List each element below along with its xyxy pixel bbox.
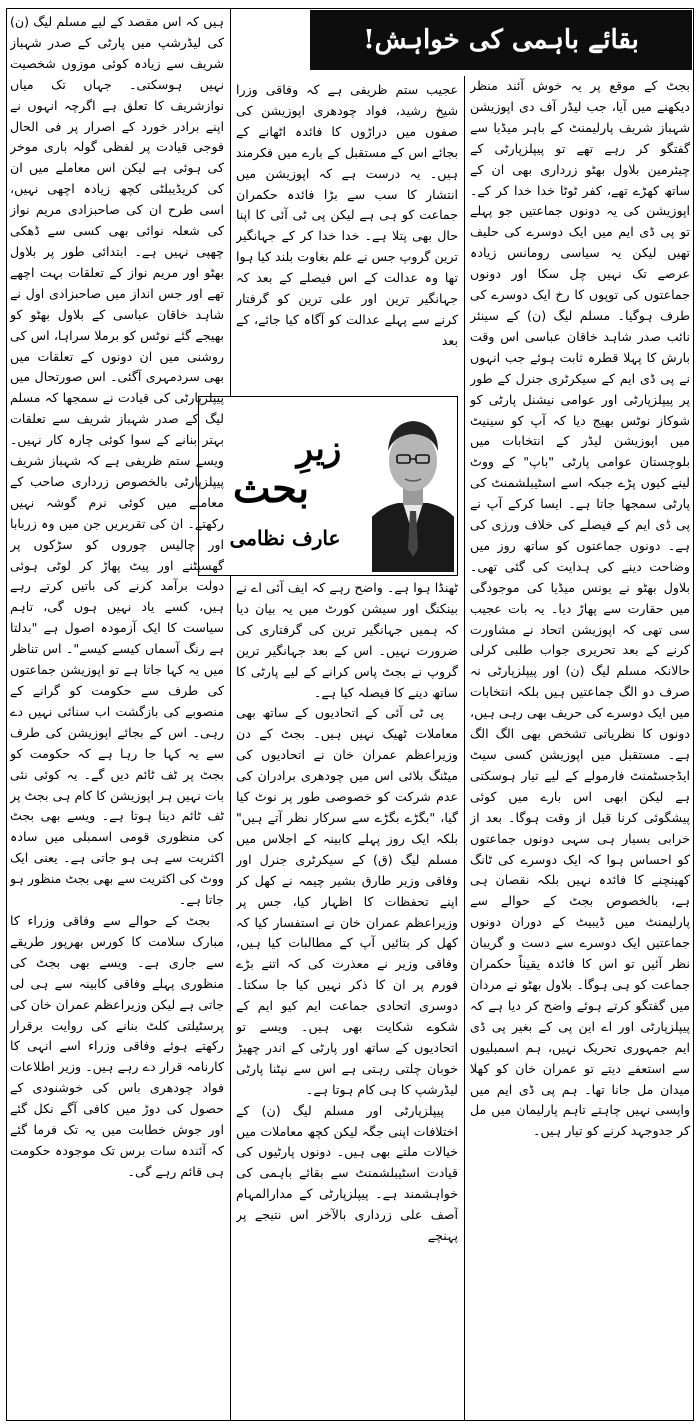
paragraph: ہیں کہ اس مقصد کے لیے مسلم لیگ (ن) کی لیڈرشپ میں پارٹی کے صدر شہباز شریف سے زیادہ کوئی موزوں شخصیت نہیں ہوسکتی۔ جہاں تک میاں نوازشریف کا تعلق ہے اگرچہ انہوں نے اپنے برادر خورد کے اصرار پر فی الحال فوجی قیادت پر لفظی گولہ باری موخر کی ہوئی ہے لیکن اس معاملے میں ان کی کریڈیبلٹی کچھ زیادہ اچھی نہیں، اسی طرح ان کی صاحبزادی مریم نواز کی شعلہ نوائی بھی کسی سے ڈھکی چھپی نہیں ہے۔ ابتدائی طور پر بلاول بھٹو اور مریم نواز کے تعلقات بہت اچھے تھے اور جس انداز میں صاحبزادی اول نے شاہد خاقان عباسی کے بلاول بھٹو کو بھیجے گئے نوٹس کو برملا سراہا، اس کی روشنی میں ان دونوں کے تعلقات میں بھی سردمہری آگئی۔ اس صورتحال میں پیپلزپارٹی کی قیادت نے سمجھا کہ مسلم لیگ کے صدر شہباز شریف سے تعلقات بہتر بنانے کے سوا کوئی چارہ کار نہیں۔ ویسے ستم ظریفی ہے کہ شہباز شریف پیپلزپارٹی بالخصوص زرداری صاحب کے معاملے میں کوئی نرم گوشہ نہیں رکھتے۔ ان کی تقریریں جن میں وہ زربابا اور چالیس چوروں کو سڑکوں پر گھسیٹنے اور پیٹ پھاڑ کر لوٹی ہوئی دولت برآمد کرنے کی باتیں کرتے رہے ہیں، کسے یاد نہیں ہوں گی، تاہم سیاست کا ایک آزمودہ اصول ہے "بدلتا ہے رنگ آسماں کیسے کیسے"۔ اس تناظر میں یہ کہا جاتا ہے تو اپوزیشن جماعتوں کی طرف سے حکومت کو گرانے کے منصوبے کی بازگشت اب سنائی نہیں دے رہی۔ اس کے بجائے اپوزیشن کی طرف سے یہ کہا جا رہا ہے کہ حکومت کو بجٹ پر ٹف ٹائم دیں گے۔ یہ کوئی نئی بات نہیں ہر اپوزیشن کا کام ہی بجٹ پر ٹف ٹائم دینا ہوتا ہے۔ ویسے بھی بجٹ کی منظوری قومی اسمبلی میں سادہ اکثریت سے ہی ہو جاتی ہے۔ یعنی ایک ووٹ کی اکثریت سے بھی بجٹ منظور ہو جاتا ہے۔ [10,14,224,908]
paragraph: ٹھنڈا ہوا ہے۔ واضح رہے کہ ایف آئی اے نے بینکنگ اور سیشن کورٹ میں یہ بیان دیا کہ ہمیں جہانگیر ترین کی گرفتاری کی ضرورت نہیں۔ اس کے بعد جہانگیر ترین گروپ نے بجٹ پاس کرانے کے لیے پارٹی کا ساتھ دینے کا فیصلہ کیا ہے۔ [236,580,458,700]
author-portrait [372,399,454,572]
outer-right-border [693,8,694,1420]
top-border [6,8,694,9]
article-column-middle-bottom [236,578,458,1416]
column-divider-right [464,76,465,1420]
author-name: عارف نظامی [229,526,341,550]
logo-word-2: بحث [232,465,310,510]
headline-banner [310,10,692,70]
bottom-border [6,1420,694,1421]
paragraph: عجیب ستم ظریفی ہے کہ وفاقی وزرا شیخ رشید، فواد چودھری اپوزیشن کی صفوں میں دراڑوں کا فائدہ اٹھانے کے بجائے اس کے مستقبل کے بارے میں فکرمند ہیں۔ یہ درست ہے کہ اپوزیشن میں انتشار کا سب سے بڑا فائدہ حکمران جماعت کو ہی ہے لیکن پی ٹی آئی کا اپنا حال بھی پتلا ہے۔ خدا خدا کر کے جہانگیر ترین گروپ جس نے علم بغاوت بلند کیا ہوا تھا وہ عدالت کے اس فیصلے کے بعد کہ جہانگیر ترین اور علی ترین کو گرفتار کرنے سے پہلے عدالت کو آگاہ کیا جائے، کے بعد [236,82,458,348]
outer-left-border [6,8,7,1420]
article-column-right [470,76,690,1416]
column-logo [201,420,367,510]
paragraph: بجٹ کے حوالے سے وفاقی وزراء کا مبارک سلامت کا کورس بھرپور طریقے سے جاری ہے۔ ویسے بھی بجٹ کی منظوری پہلے وفاقی کابینہ سے ہی لی جاتی ہے لیکن وزیراعظم عمران خان کی پرسٹیلتی کلٹ بنانے کی روایت برقرار رکھتے ہوئے وفاقی وزراء اسے انہی کا کارنامہ قرار دے رہے ہیں۔ وزیر اطلاعات فواد چودھری باس کی خوشنودی کے حصول کی دوڑ میں کافی آگے نکل گئے اور جوش خطابت میں یہ تک فرما گئے کہ آئندہ سات برس تک موجودہ حکومت ہی قائم رہے گی۔ [10,912,224,1179]
article-column-left [10,12,224,1416]
headline-text: بقائے باہمی کی خواہش! [363,25,639,55]
article-column-middle-top [236,80,458,395]
column-divider-left [230,8,231,1420]
paragraph: پیپلزپارٹی اور مسلم لیگ (ن) کے اختلافات اپنی جگہ لیکن کچھ معاملات میں خیالات ملتے بھی ہیں۔ دونوں پارٹیوں کی قیادت اسٹیبلشمنٹ سے بقائے باہمی کی خواہشمند ہے۔ پیپلزپارٹی کے مدارالمہام آصف علی زرداری بالآخر اس نتیجے پر پہنچے [236,1102,458,1244]
paragraph: بجٹ کے موقع پر یہ خوش آئند منظر دیکھنے میں آیا، جب لیڈر آف دی اپوزیشن شہباز شریف پارلیمنٹ کے باہر میڈیا سے گفتگو کر رہے تھے تو پیپلزپارٹی کے چیئرمین بلاول بھٹو زرداری بھی ان کے ساتھ کھڑے تھے، کفر ٹوٹا خدا خدا کر کے۔ اپوزیشن کی یہ دونوں جماعتیں جو پہلے تو پی ڈی ایم میں ایک دوسرے کی حلیف تھیں لیکن یہ سیاسی رومانس زیادہ عرصے تک نہیں چل سکا اور دونوں جماعتوں کی توپوں کا رخ ایک دوسرے کی طرف ہوگیا۔ مسلم لیگ (ن) کے سینئر نائب صدر شاہد خاقان عباسی اس وقت بارش کا پہلا قطرہ ثابت ہوئے جب انہوں نے پی ڈی ایم کے سیکرٹری جنرل کے طور پر پیپلزپارٹی اور عوامی نیشنل پارٹی کو شوکاز نوٹس بھیج دیا کہ آپ کو سینیٹ میں اپوزیشن لیڈر کے انتخابات میں بلوچستان عوامی پارٹی "باپ" کے ووٹ لینے کیوں پڑے جبکہ اسے اسٹیبلشمنٹ کی پارٹی سمجھا جاتا ہے۔ ایسا کرکے آپ نے پی ڈی ایم کے فیصلے کی خلاف ورزی کی ہے۔ دونوں جماعتوں کو ساتھ روز میں وضاحت دینے کی ہدایت کی گئی تھی۔ بلاول بھٹو نے یونس میڈیا کی موجودگی میں حقارت سے پھاڑ دیا۔ یہ بات عجیب سی تھی کہ اپوزیشن اتحاد نے مشاورت کرنے کے بعد تحریری جواب طلبی کرلی حالانکہ مسلم لیگ (ن) اور پیپلزپارٹی نہ صرف دو الگ جماعتیں ہیں بلکہ انتخابات میں ایک دوسرے کی حریف بھی رہی ہیں، دونوں کا نظریاتی تشخص بھی الگ الگ ہے۔ مستقبل میں اپوزیشن کسی سیٹ ایڈجسٹمنٹ فارمولے کے لیے تیار ہوسکتی ہے لیکن ابھی اس بارے میں کوئی پیشگوئی کرنا قبل از وقت ہوگا۔ بعد از خرابی بسیار ہی سہی دونوں جماعتوں کو احساس ہوا کہ ایک دوسرے کی ٹانگ کھینچنے کا فائدہ نہیں بلکہ نقصان ہی ہے، بالخصوص بجٹ کے حوالے سے پارلیمنٹ میں ڈیبیٹ کے دوران دونوں جماعتیں ایک دوسرے سے دست و گریبان نظر آئیں تو اس کا فائدہ یقیناً حکمران جماعت کو ہی ہوگا۔ بلاول بھٹو نے مردان میں گفتگو کرتے ہوئے واضح کر دیا ہے کہ پیپلزپارٹی اور اے این پی کے بغیر پی ڈی ایم جمہوری تحریک نہیں، ہم اسمبلیوں سے استعفے دیتے تو عمران خان کو کھلا میدان مل جانا تھا۔ ہم پی ڈی ایم میں واپسی نہیں چاہتے تاہم پارلیمان میں مل کر جدوجہد کرنے کو تیار ہیں۔ [470,78,690,1139]
paragraph: پی ٹی آئی کے اتحادیوں کے ساتھ بھی معاملات ٹھیک نہیں ہیں۔ بجٹ کے دن وزیراعظم عمران خان نے اتحادیوں کی میٹنگ بلائی اس میں چودھری برادران کی عدم شرکت کو خصوصی طور پر نوٹ کیا گیا، "بگڑے بگڑے سے سرکار نظر آتے ہیں" بلکہ ایک روز پہلے کابینہ کے اجلاس میں مسلم لیگ (ق) کے سیکرٹری جنرل اور وفاقی وزیر طارق بشیر چیمہ نے کھل کر اپنے تحفظات کا اظہار کیا، جس پر وزیراعظم عمران خان نے استفسار کیا کہ کھل کر بتائیں آپ کے مطالبات کیا ہیں، وفاقی وزیر نے معذرت کی کہ اتنے بڑے فورم پر ان کا ذکر نہیں کیا جا سکتا۔ دوسری اتحادی جماعت ایم کیو ایم کے شکوے شکایت بھی ہیں۔ ویسے تو اتحادیوں کے ساتھ اور پارٹی کے اندر چھیڑ خوبان چلتی رہتی ہے اس سے نپٹنا پارٹی لیڈرشپ کا ہی کام ہوتا ہے۔ [236,705,458,1097]
logo-word-1: زیرِ [296,429,342,469]
